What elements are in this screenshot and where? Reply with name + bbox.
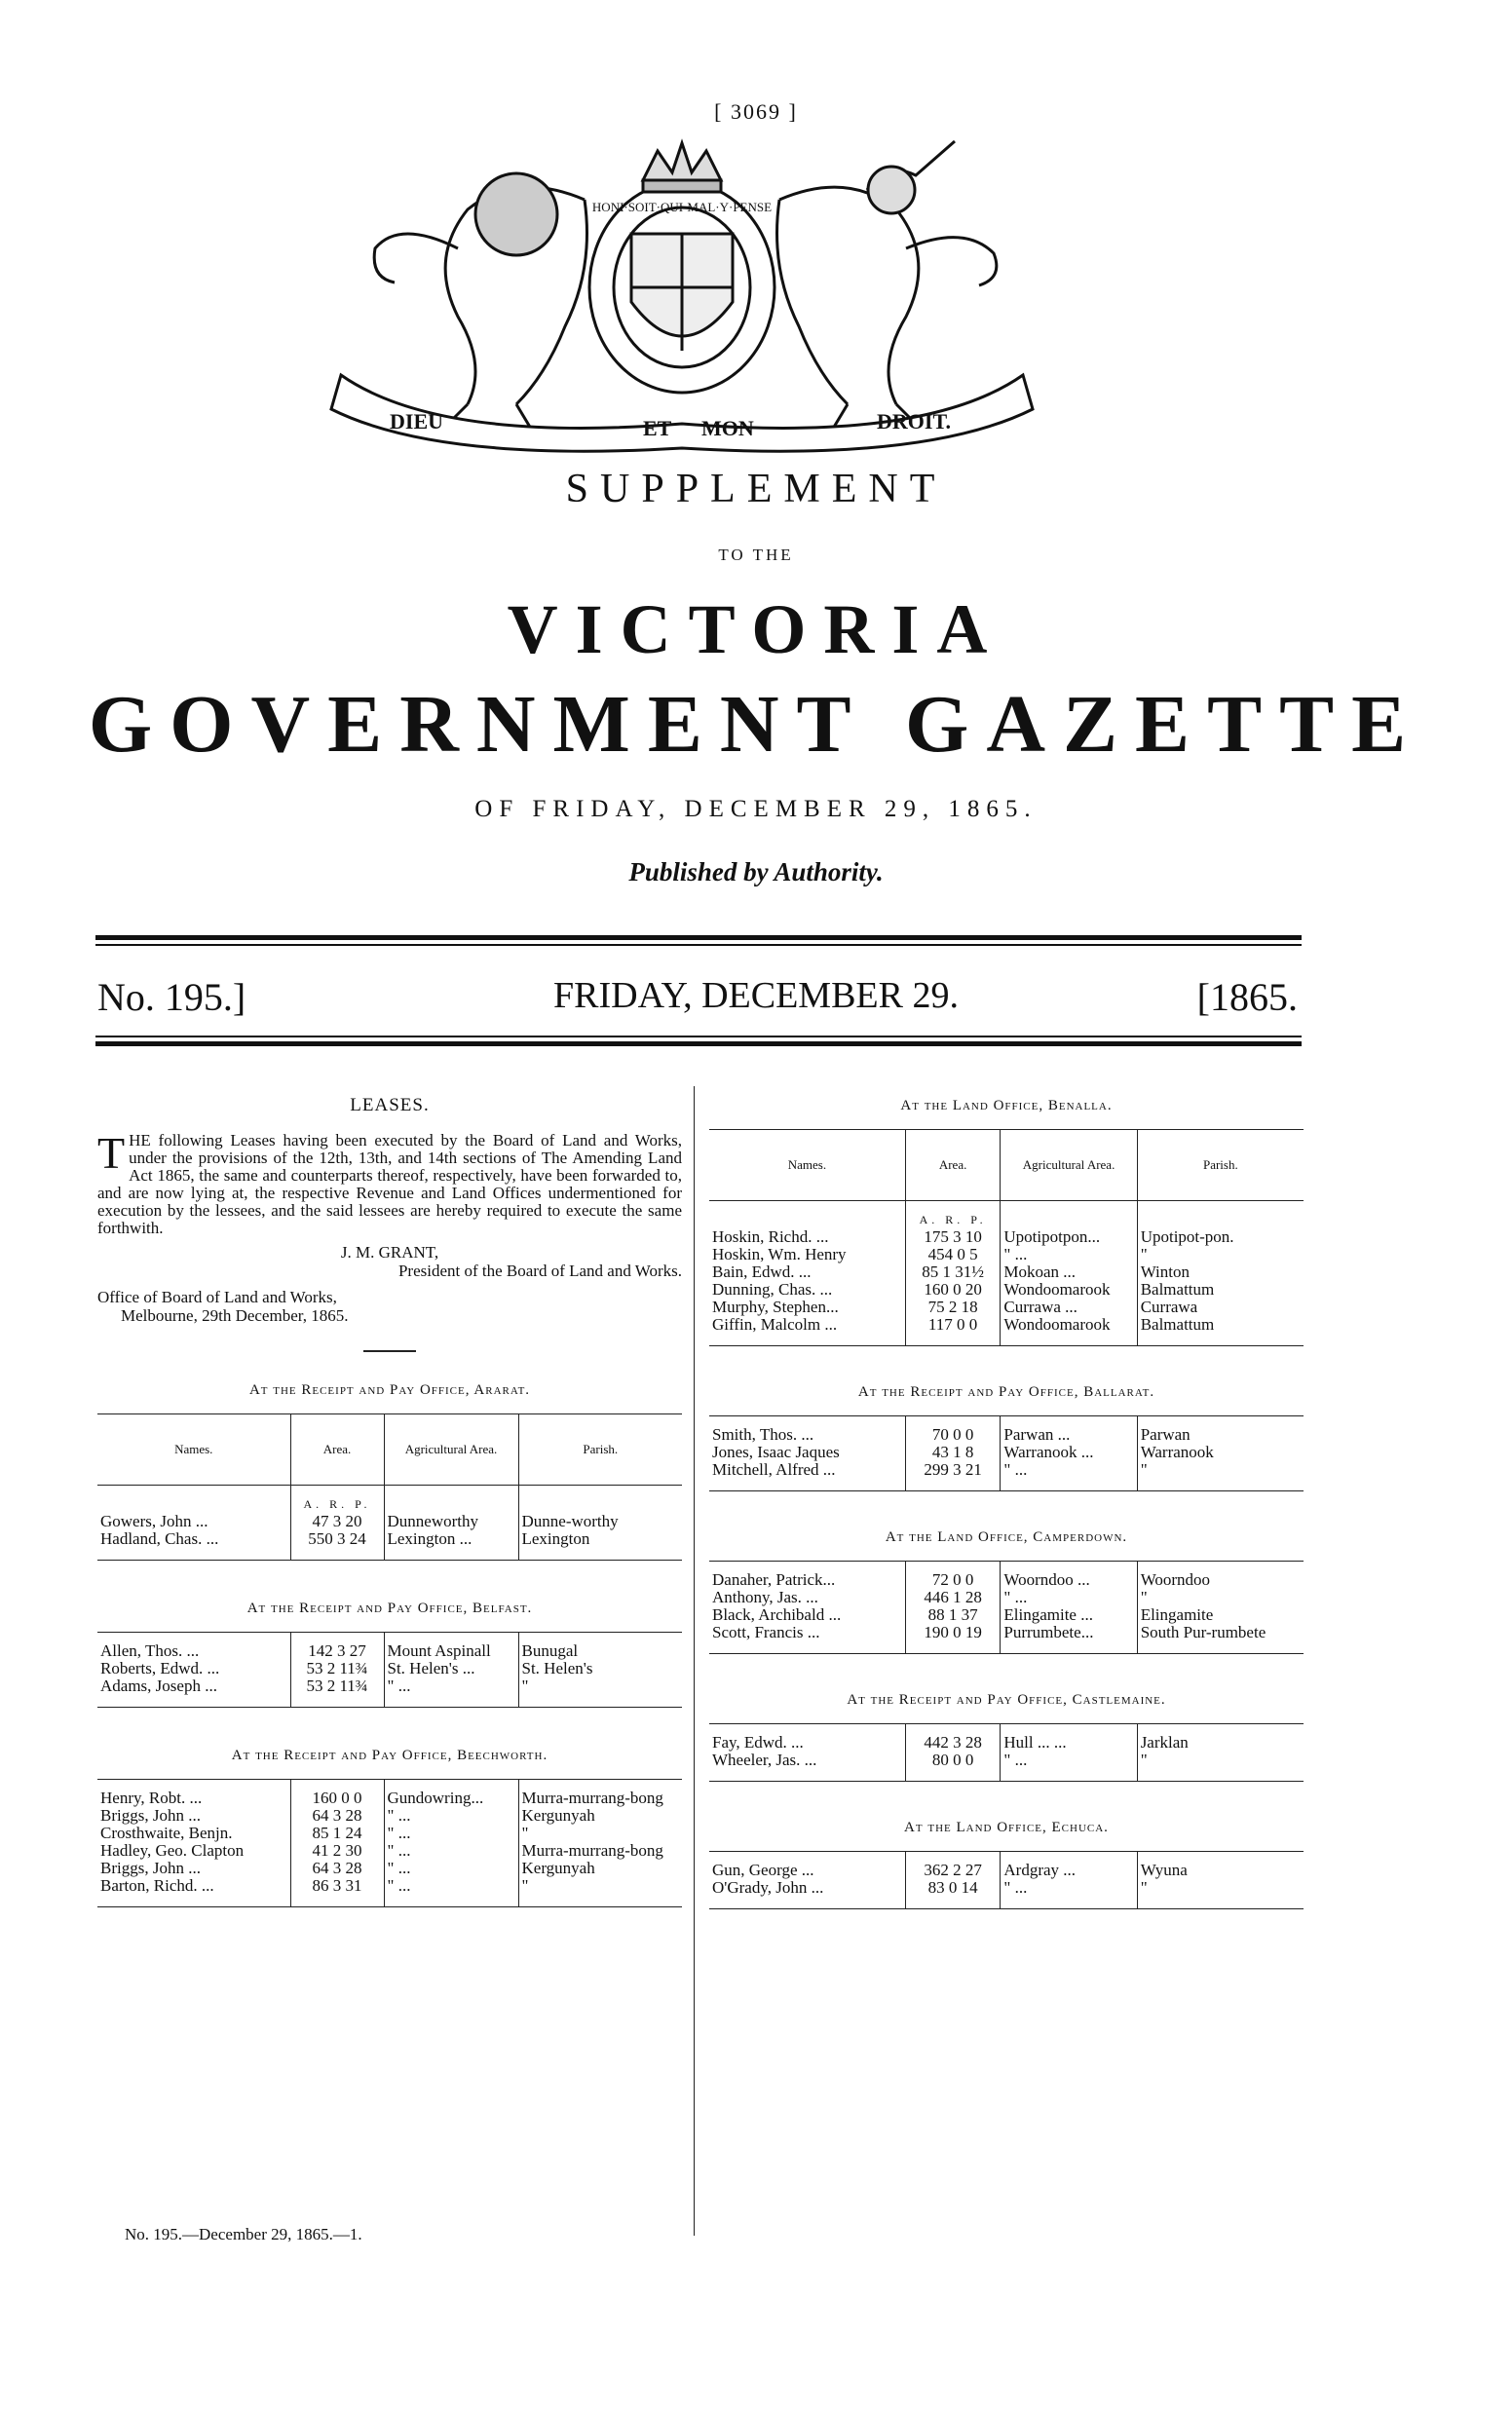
lessee-name: Murphy, Stephen...: [712, 1298, 839, 1316]
area-header: Area.: [905, 1130, 1001, 1201]
lease-area: 85 1 24: [290, 1825, 384, 1842]
spacer-cell: [1137, 1201, 1304, 1212]
lease-area: 80 0 0: [905, 1752, 1001, 1782]
table-row: [709, 1316, 1304, 1346]
section-title: At the Land Office, Camperdown.: [885, 1529, 1128, 1545]
parish-name: Jarklan: [1137, 1734, 1304, 1752]
table-row: [709, 1752, 1304, 1782]
spacer-cell: [709, 1201, 905, 1212]
table-header-row: [709, 1130, 1304, 1201]
lessee-name: Gowers, John ...: [100, 1512, 208, 1530]
lessee-name: Briggs, John ...: [100, 1806, 201, 1825]
left-column: [97, 1081, 682, 1907]
spacer-row: [97, 1486, 682, 1496]
lease-area: 64 3 28: [290, 1807, 384, 1825]
agricultural-area: " ...: [384, 1860, 518, 1877]
lessee-name: Anthony, Jas. ...: [712, 1588, 818, 1606]
table-row: [709, 1734, 1304, 1752]
lessee-name: Hadley, Geo. Clapton: [100, 1841, 245, 1860]
parish-name: Currawa: [1137, 1299, 1304, 1316]
lease-area: 86 3 31: [290, 1877, 384, 1907]
agricultural-area: Mokoan ...: [1001, 1263, 1137, 1281]
lessee-name: Mitchell, Alfred ...: [712, 1460, 836, 1479]
agricultural-area: " ...: [1001, 1246, 1137, 1263]
issue-year: [1865.: [1196, 975, 1298, 1019]
table-row: [709, 1263, 1304, 1281]
office-address: Office of Board of Land and Works,: [97, 1288, 337, 1306]
agricultural-area: Wondoomarook: [1001, 1281, 1137, 1299]
lessee-name: Gun, George ...: [712, 1861, 814, 1879]
agricultural-area: Woorndoo ...: [1001, 1571, 1137, 1589]
lease-area: 190 0 19: [905, 1624, 1001, 1654]
table-row: [97, 1677, 682, 1708]
names-header: Names.: [709, 1130, 905, 1201]
publication-date-line: OF FRIDAY, DECEMBER 29, 1865.: [474, 796, 1038, 822]
lessee-name: Crosthwaite, Benjn.: [100, 1824, 233, 1842]
arp-label: A. R. P.: [905, 1211, 1001, 1228]
lessee-name: Allen, Thos. ...: [100, 1641, 200, 1660]
lease-area: 64 3 28: [290, 1860, 384, 1877]
lease-area: 446 1 28: [905, 1589, 1001, 1606]
lease-area: 442 3 28: [905, 1734, 1001, 1752]
parish-name: Kergunyah: [518, 1860, 682, 1877]
agricultural-area: Purrumbete...: [1001, 1624, 1137, 1654]
lease-table: [709, 1415, 1304, 1491]
table-row: [709, 1461, 1304, 1491]
arp-label: A. R. P.: [290, 1495, 384, 1513]
drop-cap: T: [97, 1128, 126, 1178]
parish-name: Lexington: [518, 1530, 682, 1561]
lessee-name: Fay, Edwd. ...: [712, 1733, 804, 1752]
lessee-name: Smith, Thos. ...: [712, 1425, 814, 1444]
table-row: [709, 1606, 1304, 1624]
parish-name: ": [518, 1877, 682, 1907]
spacer-cell: [384, 1486, 518, 1496]
blank-cell: [1137, 1211, 1304, 1228]
parish-header: Parish.: [518, 1414, 682, 1486]
lessee-name: Henry, Robt. ...: [100, 1789, 203, 1807]
agricultural-area: Dunneworthy: [384, 1513, 518, 1530]
top-thick-rule: [95, 935, 1302, 940]
parish-name: ": [518, 1825, 682, 1842]
lessee-name: Scott, Francis ...: [712, 1623, 820, 1641]
parish-name: Wyuna: [1137, 1862, 1304, 1879]
parish-name: ": [1137, 1879, 1304, 1909]
published-by-authority: Published by Authority.: [628, 857, 884, 886]
svg-text:MON: MON: [701, 416, 754, 440]
agricultural-area: " ...: [384, 1825, 518, 1842]
lessee-name: O'Grady, John ...: [712, 1878, 824, 1897]
lessee-name: Giffin, Malcolm ...: [712, 1315, 838, 1334]
lessee-name: Danaher, Patrick...: [712, 1570, 836, 1589]
left-sections: [97, 1381, 682, 1907]
section-title: At the Land Office, Benalla.: [900, 1098, 1113, 1113]
section-title: At the Land Office, Echuca.: [904, 1820, 1109, 1835]
agricultural-area: Gundowring...: [384, 1790, 518, 1807]
table-row: [97, 1842, 682, 1860]
parish-name: ": [518, 1677, 682, 1708]
parish-name: Warranook: [1137, 1444, 1304, 1461]
agricultural-area: Mount Aspinall: [384, 1642, 518, 1660]
parish-name: Dunne-worthy: [518, 1513, 682, 1530]
lessee-name: Hoskin, Wm. Henry: [712, 1245, 847, 1263]
lease-area: 43 1 8: [905, 1444, 1001, 1461]
blank-cell: [97, 1495, 290, 1513]
table-row: [97, 1825, 682, 1842]
royal-coat-of-arms: [321, 132, 1042, 453]
agricultural-area: Warranook ...: [1001, 1444, 1137, 1461]
lessee-name: Barton, Richd. ...: [100, 1876, 214, 1895]
lease-table: [709, 1723, 1304, 1782]
table-row: [97, 1642, 682, 1660]
agricultural-area: Parwan ...: [1001, 1426, 1137, 1444]
table-row: [97, 1660, 682, 1677]
agricultural-area: Currawa ...: [1001, 1299, 1137, 1316]
government-gazette-title: GOVERNMENT GAZETTE: [88, 679, 1424, 770]
parish-name: ": [1137, 1589, 1304, 1606]
victoria-title: VICTORIA: [507, 590, 1005, 668]
agricultural-area: " ...: [1001, 1879, 1137, 1909]
right-column: [709, 1081, 1304, 1909]
agricultural-area: " ...: [1001, 1589, 1137, 1606]
signer-title: President of the Board of Land and Works.: [397, 1262, 682, 1280]
lease-area: 142 3 27: [290, 1642, 384, 1660]
lease-table: [709, 1851, 1304, 1909]
lessee-name: Hoskin, Richd. ...: [712, 1227, 829, 1246]
table-row: [709, 1624, 1304, 1654]
office-date: Melbourne, 29th December, 1865.: [121, 1306, 349, 1325]
agricultural-area-header: Agricultural Area.: [384, 1414, 518, 1486]
table-row: [709, 1444, 1304, 1461]
table-row: [709, 1246, 1304, 1263]
lease-area: 83 0 14: [905, 1879, 1001, 1909]
table-row: [709, 1426, 1304, 1444]
arp-row: [709, 1211, 1304, 1228]
leases-notice: [97, 1128, 682, 1237]
parish-name: Bunugal: [518, 1642, 682, 1660]
lease-area: 72 0 0: [905, 1571, 1001, 1589]
issue-number: No. 195.]: [97, 975, 246, 1019]
spacer-cell: [518, 1486, 682, 1496]
table-row: [709, 1299, 1304, 1316]
lease-area: 175 3 10: [905, 1228, 1001, 1246]
lease-area: 160 0 0: [290, 1790, 384, 1807]
parish-name: Balmattum: [1137, 1281, 1304, 1299]
lease-area: 75 2 18: [905, 1299, 1001, 1316]
parish-name: Balmattum: [1137, 1316, 1304, 1346]
top-thin-rule: [95, 944, 1302, 946]
parish-name: ": [1137, 1461, 1304, 1491]
blank-cell: [1001, 1211, 1137, 1228]
spacer-cell: [290, 1486, 384, 1496]
agricultural-area: " ...: [384, 1807, 518, 1825]
spacer-cell: [1001, 1201, 1137, 1212]
svg-text:DIEU: DIEU: [390, 409, 444, 433]
lease-area: 53 2 11¾: [290, 1660, 384, 1677]
parish-name: Murra-murrang-bong: [518, 1790, 682, 1807]
page-footer: No. 195.—December 29, 1865.—1.: [125, 2225, 362, 2243]
agricultural-area: Lexington ...: [384, 1530, 518, 1561]
lessee-name: Bain, Edwd. ...: [712, 1263, 812, 1281]
arp-row: [97, 1495, 682, 1513]
table-row: [709, 1879, 1304, 1909]
parish-name: St. Helen's: [518, 1660, 682, 1677]
section-title: At the Receipt and Pay Office, Beechworth.: [231, 1748, 548, 1763]
table-row: [709, 1281, 1304, 1299]
lessee-name: Jones, Isaac Jaques: [712, 1443, 840, 1461]
issue-bottom-thick-rule: [95, 1041, 1302, 1046]
lease-table: [97, 1779, 682, 1907]
right-sections: [709, 1097, 1304, 1909]
lease-table: [709, 1129, 1304, 1346]
spacer-cell: [97, 1486, 290, 1496]
blank-cell: [518, 1495, 682, 1513]
signer-name: J. M. GRANT,: [340, 1243, 439, 1262]
lessee-name: Dunning, Chas. ...: [712, 1280, 833, 1299]
supplement-title: SUPPLEMENT: [565, 467, 947, 511]
table-row: [709, 1228, 1304, 1246]
agricultural-area: " ...: [384, 1677, 518, 1708]
issue-bottom-thin-rule: [95, 1036, 1302, 1037]
agricultural-area: Elingamite ...: [1001, 1606, 1137, 1624]
lease-area: 47 3 20: [290, 1513, 384, 1530]
page-number: [ 3069 ]: [714, 99, 798, 124]
section-title: At the Receipt and Pay Office, Castlemaine.: [847, 1692, 1166, 1708]
agricultural-area: St. Helen's ...: [384, 1660, 518, 1677]
lease-area: 53 2 11¾: [290, 1677, 384, 1708]
lease-area: 454 0 5: [905, 1246, 1001, 1263]
svg-text:HONI·SOIT·QUI·MAL·Y·PENSE: HONI·SOIT·QUI·MAL·Y·PENSE: [591, 200, 773, 214]
lease-area: 41 2 30: [290, 1842, 384, 1860]
table-row: [97, 1790, 682, 1807]
table-row: [97, 1807, 682, 1825]
blank-cell: [709, 1211, 905, 1228]
section-title: At the Receipt and Pay Office, Belfast.: [246, 1601, 533, 1616]
agricultural-area: Upotipotpon...: [1001, 1228, 1137, 1246]
lease-area: 88 1 37: [905, 1606, 1001, 1624]
parish-name: Winton: [1137, 1263, 1304, 1281]
lessee-name: Wheeler, Jas. ...: [712, 1751, 817, 1769]
parish-name: Murra-murrang-bong: [518, 1842, 682, 1860]
agricultural-area: " ...: [384, 1842, 518, 1860]
table-header-row: [97, 1414, 682, 1486]
svg-text:ET: ET: [643, 416, 672, 440]
table-row: [709, 1571, 1304, 1589]
notice-text: HE following Leases having been executed by the Board of Land and Works, under the provisions of the 12th, 13th, and 14th sections of The Amending Land Act 1865, the same and counterparts thereof, respectively, have been forwarded to, and are now lying at, the respective Revenue and Land Offices undermentioned for execution by the lessees, and the said lessees are hereby required to execute the same forthwith.: [97, 1131, 682, 1237]
lease-area: 550 3 24: [290, 1530, 384, 1561]
table-row: [97, 1877, 682, 1907]
lessee-name: Briggs, John ...: [100, 1859, 201, 1877]
svg-text:DROIT.: DROIT.: [877, 409, 951, 433]
lessee-name: Black, Archibald ...: [712, 1605, 842, 1624]
section-title: At the Receipt and Pay Office, Ballarat.: [857, 1384, 1155, 1400]
table-row: [709, 1862, 1304, 1879]
area-header: Area.: [290, 1414, 384, 1486]
parish-name: ": [1137, 1752, 1304, 1782]
lessee-name: Roberts, Edwd. ...: [100, 1659, 220, 1677]
agricultural-area-header: Agricultural Area.: [1001, 1130, 1137, 1201]
parish-name: Upotipot-pon.: [1137, 1228, 1304, 1246]
table-row: [97, 1513, 682, 1530]
parish-name: Woorndoo: [1137, 1571, 1304, 1589]
agricultural-area: " ...: [1001, 1461, 1137, 1491]
agricultural-area: " ...: [1001, 1752, 1137, 1782]
blank-cell: [384, 1495, 518, 1513]
section-title: At the Receipt and Pay Office, Ararat.: [248, 1382, 531, 1398]
parish-name: Kergunyah: [518, 1807, 682, 1825]
parish-name: ": [1137, 1246, 1304, 1263]
table-row: [97, 1530, 682, 1561]
spacer-row: [709, 1201, 1304, 1212]
lease-area: 70 0 0: [905, 1426, 1001, 1444]
lease-area: 160 0 20: [905, 1281, 1001, 1299]
parish-name: Elingamite: [1137, 1606, 1304, 1624]
names-header: Names.: [97, 1414, 290, 1486]
lease-area: 299 3 21: [905, 1461, 1001, 1491]
table-row: [709, 1589, 1304, 1606]
parish-name: Parwan: [1137, 1426, 1304, 1444]
lease-table: [709, 1561, 1304, 1654]
issue-date: FRIDAY, DECEMBER 29.: [553, 975, 959, 1016]
lease-area: 117 0 0: [905, 1316, 1001, 1346]
lessee-name: Hadland, Chas. ...: [100, 1529, 219, 1548]
agricultural-area: Wondoomarook: [1001, 1316, 1137, 1346]
to-the-label: TO THE: [718, 546, 794, 564]
section-divider: [363, 1350, 416, 1352]
lease-area: 85 1 31½: [905, 1263, 1001, 1281]
leases-heading: LEASES.: [350, 1095, 430, 1115]
table-row: [97, 1860, 682, 1877]
column-divider: [694, 1086, 695, 2236]
agricultural-area: Hull ... ...: [1001, 1734, 1137, 1752]
lease-area: 362 2 27: [905, 1862, 1001, 1879]
spacer-cell: [905, 1201, 1001, 1212]
parish-name: South Pur-rumbete: [1137, 1624, 1304, 1654]
lease-table: [97, 1632, 682, 1708]
parish-header: Parish.: [1137, 1130, 1304, 1201]
lease-table: [97, 1413, 682, 1561]
lessee-name: Adams, Joseph ...: [100, 1677, 217, 1695]
agricultural-area: Ardgray ...: [1001, 1862, 1137, 1879]
agricultural-area: " ...: [384, 1877, 518, 1907]
